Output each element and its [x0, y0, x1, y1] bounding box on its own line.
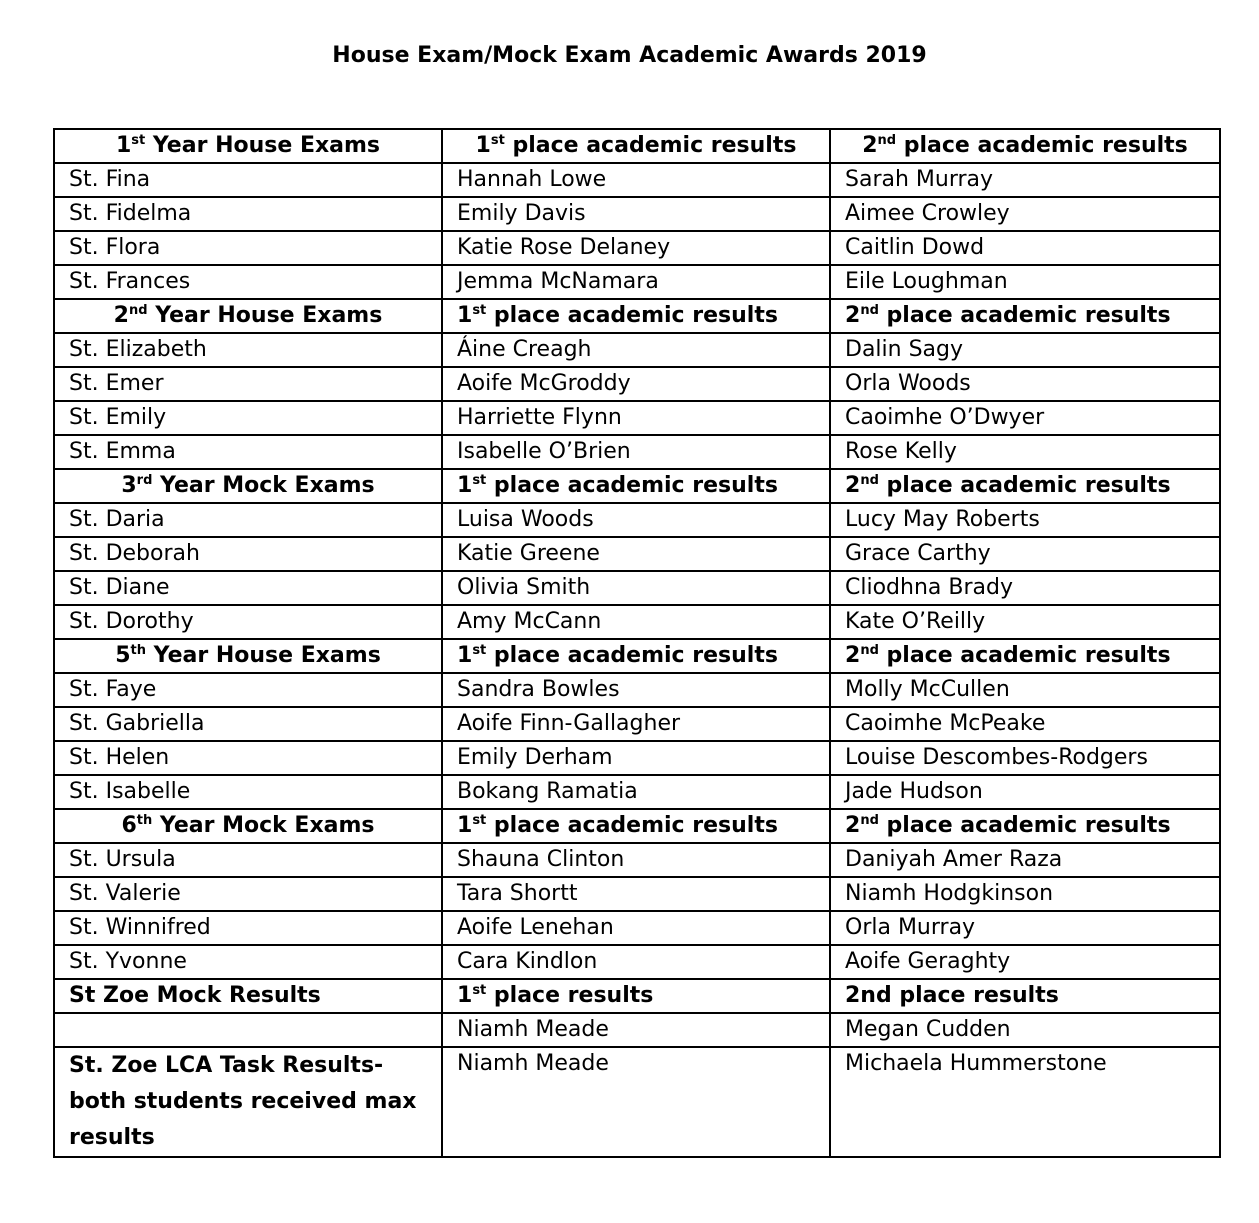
table-row — [54, 673, 1220, 707]
table-row — [54, 775, 1220, 809]
ordinal-number: 1 — [457, 813, 473, 838]
ordinal-number: 1 — [475, 133, 491, 158]
first-place-name: Emily Derham — [442, 741, 830, 775]
header-text: Year House Exams — [147, 303, 383, 328]
house-name: St. Yvonne — [54, 945, 442, 979]
ordinal-number: 1 — [457, 643, 473, 668]
ordinal-number: 2 — [845, 473, 861, 498]
table-row — [54, 945, 1220, 979]
house-name: St. Gabriella — [54, 707, 442, 741]
second-place-name: Aimee Crowley — [830, 197, 1220, 231]
second-place-name: Daniyah Amer Raza — [830, 843, 1220, 877]
first-place-name: Bokang Ramatia — [442, 775, 830, 809]
ordinal-suffix: st — [472, 303, 487, 318]
ordinal-suffix: st — [472, 643, 487, 658]
house-name: St. Ursula — [54, 843, 442, 877]
ordinal-number: 2 — [862, 133, 878, 158]
first-place-name: Emily Davis — [442, 197, 830, 231]
ordinal-suffix: nd — [860, 473, 879, 488]
house-name: St. Dorothy — [54, 605, 442, 639]
first-place-header — [442, 299, 830, 333]
second-place-name: Caitlin Dowd — [830, 231, 1220, 265]
ordinal-number: 1 — [115, 133, 132, 158]
zoe-second-place-header: 2nd place results — [830, 979, 1220, 1013]
ordinal-number: 5 — [115, 643, 131, 668]
header-text: place academic results — [878, 813, 1171, 838]
ordinal-suffix: th — [136, 813, 153, 828]
house-name: St. Elizabeth — [54, 333, 442, 367]
awards-table-body — [54, 129, 1220, 1157]
first-place-name: Jemma McNamara — [442, 265, 830, 299]
ordinal-suffix: nd — [877, 133, 897, 148]
first-place-name: Sandra Bowles — [442, 673, 830, 707]
table-row — [54, 163, 1220, 197]
ordinal-number: 2 — [845, 303, 861, 328]
second-place-name: Cliodhna Brady — [830, 571, 1220, 605]
page-title: House Exam/Mock Exam Academic Awards 2019 — [332, 43, 927, 68]
section-heading — [54, 809, 442, 843]
second-place-name: Sarah Murray — [830, 163, 1220, 197]
second-place-name: Michaela Hummerstone — [830, 1047, 1220, 1157]
table-row — [54, 265, 1220, 299]
zoe-first-place-header — [442, 979, 830, 1013]
second-place-header — [830, 299, 1220, 333]
second-place-name: Jade Hudson — [830, 775, 1220, 809]
table-row — [54, 605, 1220, 639]
header-text: Year Mock Exams — [152, 473, 375, 498]
ordinal-suffix: rd — [136, 473, 153, 488]
second-place-header — [830, 469, 1220, 503]
first-place-name: Luisa Woods — [442, 503, 830, 537]
header-text: Year House Exams — [146, 643, 381, 668]
ordinal-suffix: nd — [128, 303, 148, 318]
house-name: St. Faye — [54, 673, 442, 707]
table-row — [54, 367, 1220, 401]
ordinal-number: 2 — [113, 303, 129, 328]
first-place-name: Harriette Flynn — [442, 401, 830, 435]
ordinal-suffix: st — [472, 473, 487, 488]
table-row — [54, 435, 1220, 469]
ordinal-number: 1 — [457, 983, 473, 1008]
second-place-name: Lucy May Roberts — [830, 503, 1220, 537]
section-header-row — [54, 809, 1220, 843]
ordinal-suffix: nd — [860, 303, 879, 318]
house-name: St. Valerie — [54, 877, 442, 911]
house-name: St. Winnifred — [54, 911, 442, 945]
table-row — [54, 1013, 1220, 1047]
first-place-header — [442, 469, 830, 503]
ordinal-number: 1 — [457, 473, 473, 498]
table-row — [54, 877, 1220, 911]
first-place-name: Isabelle O’Brien — [442, 435, 830, 469]
house-name: St. Frances — [54, 265, 442, 299]
awards-table — [53, 128, 1221, 1158]
table-row — [54, 401, 1220, 435]
second-place-name: Grace Carthy — [830, 537, 1220, 571]
header-text: place academic results — [504, 133, 797, 158]
table-row — [54, 503, 1220, 537]
table-row — [54, 537, 1220, 571]
ordinal-suffix: st — [472, 983, 487, 998]
section-heading — [54, 639, 442, 673]
house-name: St. Diane — [54, 571, 442, 605]
second-place-name: Dalin Sagy — [830, 333, 1220, 367]
house-name: St. Emer — [54, 367, 442, 401]
ordinal-suffix: nd — [860, 813, 879, 828]
first-place-name: Áine Creagh — [442, 333, 830, 367]
second-place-name: Kate O’Reilly — [830, 605, 1220, 639]
first-place-name: Niamh Meade — [442, 1047, 830, 1157]
house-name: St. Daria — [54, 503, 442, 537]
first-place-name: Niamh Meade — [442, 1013, 830, 1047]
first-place-name: Hannah Lowe — [442, 163, 830, 197]
second-place-name: Aoife Geraghty — [830, 945, 1220, 979]
second-place-name: Niamh Hodgkinson — [830, 877, 1220, 911]
first-place-name: Aoife Lenehan — [442, 911, 830, 945]
second-place-header — [830, 639, 1220, 673]
second-place-name: Megan Cudden — [830, 1013, 1220, 1047]
header-text: place academic results — [486, 813, 778, 838]
second-place-name: Caoimhe O’Dwyer — [830, 401, 1220, 435]
first-place-name: Shauna Clinton — [442, 843, 830, 877]
header-text: place academic results — [878, 643, 1171, 668]
first-place-name: Katie Rose Delaney — [442, 231, 830, 265]
first-place-header — [442, 809, 830, 843]
header-text: place academic results — [486, 643, 778, 668]
section-header-row — [54, 299, 1220, 333]
header-text: Year House Exams — [145, 133, 381, 158]
ordinal-number: 3 — [121, 473, 137, 498]
second-place-name: Rose Kelly — [830, 435, 1220, 469]
house-name: St. Deborah — [54, 537, 442, 571]
house-name: St. Helen — [54, 741, 442, 775]
section-header-row — [54, 639, 1220, 673]
header-text: place academic results — [486, 473, 778, 498]
header-text: place academic results — [878, 473, 1171, 498]
house-name: St. Flora — [54, 231, 442, 265]
second-place-name: Molly McCullen — [830, 673, 1220, 707]
second-place-name: Caoimhe McPeake — [830, 707, 1220, 741]
second-place-name: Eile Loughman — [830, 265, 1220, 299]
house-name: St. Fina — [54, 163, 442, 197]
second-place-name: Orla Murray — [830, 911, 1220, 945]
section-heading — [54, 469, 442, 503]
table-row — [54, 333, 1220, 367]
table-row — [54, 741, 1220, 775]
second-place-name: Orla Woods — [830, 367, 1220, 401]
section-heading — [54, 129, 442, 163]
header-text: place academic results — [896, 133, 1188, 158]
ordinal-suffix: th — [130, 643, 146, 658]
first-place-header — [442, 639, 830, 673]
table-row — [54, 707, 1220, 741]
ordinal-number: 1 — [457, 303, 473, 328]
section-header-row — [54, 469, 1220, 503]
zoe-header-row — [54, 979, 1220, 1013]
lca-task-label: St. Zoe LCA Task Results- both students received max results — [54, 1047, 442, 1157]
table-row — [54, 911, 1220, 945]
ordinal-number: 2 — [845, 643, 861, 668]
header-text: place results — [486, 983, 654, 1008]
house-name: St. Emma — [54, 435, 442, 469]
ordinal-number: 2 — [845, 813, 861, 838]
table-row — [54, 231, 1220, 265]
ordinal-suffix: st — [472, 813, 487, 828]
first-place-name: Aoife Finn-Gallagher — [442, 707, 830, 741]
house-name: St. Emily — [54, 401, 442, 435]
house-name: St. Fidelma — [54, 197, 442, 231]
table-row — [54, 843, 1220, 877]
first-place-name: Amy McCann — [442, 605, 830, 639]
table-row — [54, 197, 1220, 231]
ordinal-number: 6 — [121, 813, 137, 838]
ordinal-suffix: st — [490, 133, 505, 148]
ordinal-suffix: nd — [860, 643, 879, 658]
second-place-header — [830, 129, 1220, 163]
zoe-heading: St Zoe Mock Results — [54, 979, 442, 1013]
house-name: St. Isabelle — [54, 775, 442, 809]
first-place-name: Katie Greene — [442, 537, 830, 571]
first-place-name: Tara Shortt — [442, 877, 830, 911]
section-header-row — [54, 129, 1220, 163]
second-place-name: Louise Descombes-Rodgers — [830, 741, 1220, 775]
first-place-name: Aoife McGroddy — [442, 367, 830, 401]
table-row — [54, 1047, 1220, 1157]
first-place-header — [442, 129, 830, 163]
house-name — [54, 1013, 442, 1047]
table-row — [54, 571, 1220, 605]
header-text: place academic results — [486, 303, 778, 328]
header-text: place academic results — [878, 303, 1171, 328]
second-place-header — [830, 809, 1220, 843]
section-heading — [54, 299, 442, 333]
ordinal-suffix: st — [131, 133, 146, 148]
first-place-name: Cara Kindlon — [442, 945, 830, 979]
header-text: Year Mock Exams — [152, 813, 375, 838]
first-place-name: Olivia Smith — [442, 571, 830, 605]
